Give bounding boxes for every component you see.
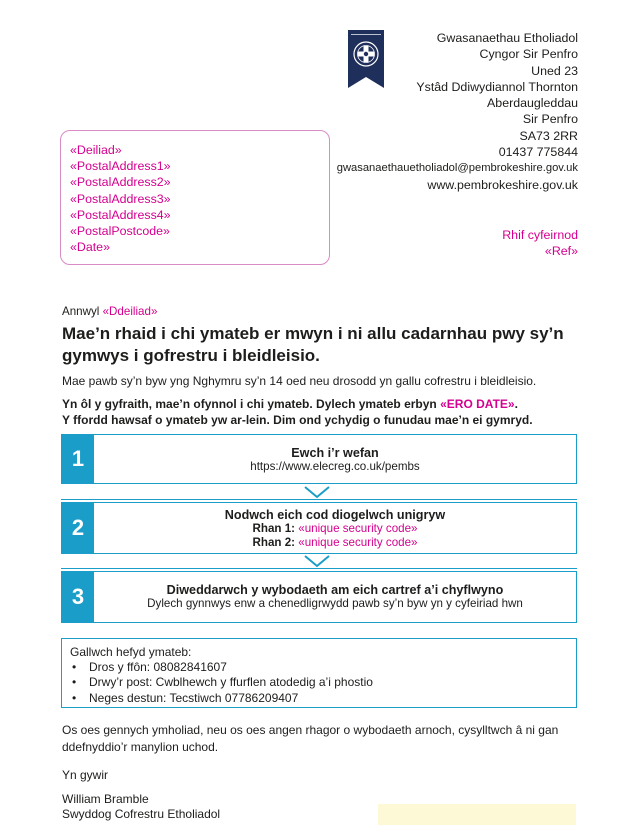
recipient-line: «PostalAddress3»: [70, 191, 171, 206]
step-number: 3: [62, 572, 94, 622]
signature-block: [62, 792, 220, 822]
sender-line: Aberdaugleddau: [487, 96, 578, 111]
recipient-line: «Deiliad»: [70, 143, 122, 157]
part2-value: «unique security code»: [298, 536, 418, 549]
recipient-line: «PostalAddress1»: [70, 159, 171, 174]
highlight-panel: [378, 804, 576, 825]
recipient-line: «PostalPostcode»: [70, 224, 170, 239]
sender-website[interactable]: www.pembrokeshire.gov.uk: [427, 177, 578, 192]
letter-heading: Mae’n rhaid i chi ymateb er mwyn i ni allu cadarnhau pwy sy’n gymwys i gofrestru i bleidleisio.: [62, 324, 564, 365]
greeting: [62, 305, 157, 318]
greeting-prefix: Annwyl: [62, 305, 100, 318]
list-item: • Dros y ffôn: 08082841607: [70, 660, 576, 675]
sender-address: [337, 30, 578, 193]
sender-line: Cyngor Sir Penfro: [479, 47, 578, 62]
signature-name: William Bramble: [62, 792, 149, 806]
online-note: Y ffordd hawsaf o ymateb yw ar-lein. Dim ond ychydig o funudau mae’n ei gymryd.: [62, 413, 533, 427]
step-1-box: [61, 434, 577, 484]
recipient-address-box: [60, 130, 330, 265]
part2-label: Rhan 2:: [252, 536, 296, 549]
recipient-date: «Date»: [70, 240, 110, 255]
sender-line: Gwasanaethau Etholiadol: [436, 31, 578, 45]
part1-value: «unique security code»: [298, 522, 418, 535]
sender-line: Ystâd Ddiwydiannol Thornton: [416, 79, 578, 94]
step-subtitle: Dylech gynnwys enw a chenedligrwydd pawb sy’n byw yn y cyfeiriad hwn: [147, 597, 523, 610]
deadline-block: [62, 396, 533, 428]
step-3-box: [61, 571, 577, 623]
part1-label: Rhan 1:: [252, 522, 296, 535]
signature-title: Swyddog Cofrestru Etholiadol: [62, 807, 221, 821]
sender-line: Sir Penfro: [522, 112, 578, 127]
step-title: Ewch i’r wefan: [291, 446, 379, 460]
sender-line: Uned 23: [531, 63, 578, 78]
step-separator: [61, 568, 577, 569]
contact-paragraph: Os oes gennych ymholiad, neu os oes angen rhagor o wybodaeth arnoch, cysylltwch â ni gan ddefnyddio’r manylion uchod.: [62, 723, 559, 754]
recipient-line: «PostalAddress2»: [70, 175, 171, 190]
recipient-line: «PostalAddress4»: [70, 207, 171, 222]
list-item: • Drwy’r post: Cwblhewch y ffurflen atodedig a’i phostio: [70, 675, 576, 690]
security-code-part1: [94, 522, 576, 536]
reference-label: Rhif cyfeirnod: [502, 228, 578, 242]
signoff: Yn gywir: [62, 768, 109, 782]
greeting-name: «Ddeiliad»: [102, 305, 158, 318]
reference-block: [502, 227, 578, 259]
security-code-part2: [94, 536, 576, 550]
step-2-box: [61, 502, 577, 554]
step-title: Nodwch eich cod diogelwch unigryw: [224, 508, 446, 522]
reference-value: «Ref»: [544, 244, 578, 258]
deadline-text: Yn ôl y gyfraith, mae’n ofynnol i chi ymateb. Dylech ymateb erbyn: [62, 397, 437, 411]
other-ways-title: Gallwch hefyd ymateb:: [70, 645, 192, 659]
deadline-date: «ERO DATE»: [440, 397, 515, 411]
deadline-line: [62, 396, 533, 412]
other-ways-box: [61, 638, 577, 708]
sender-phone: 01437 775844: [498, 145, 578, 160]
step-title: Diweddarwch y wybodaeth am eich cartref a’i chyflwyno: [166, 583, 504, 597]
intro-text: Mae pawb sy’n byw yng Nghymru sy’n 14 oed neu drosodd yn gallu cofrestru i bleidleisio.: [62, 374, 537, 388]
sender-email[interactable]: gwasanaethauetholiadol@pembrokeshire.gov.uk: [336, 162, 578, 175]
sender-line: SA73 2RR: [519, 128, 578, 143]
other-ways-list: [70, 660, 576, 706]
step-website-link[interactable]: https://www.elecreg.co.uk/pembs: [250, 460, 420, 473]
deadline-period: .: [514, 397, 518, 411]
chevron-down-icon: [303, 554, 331, 568]
list-item: • Neges destun: Tecstiwch 07786209407: [70, 691, 576, 706]
step-number: 2: [62, 503, 94, 553]
chevron-down-icon: [303, 485, 331, 499]
step-number: 1: [62, 435, 94, 483]
step-separator: [61, 499, 577, 500]
